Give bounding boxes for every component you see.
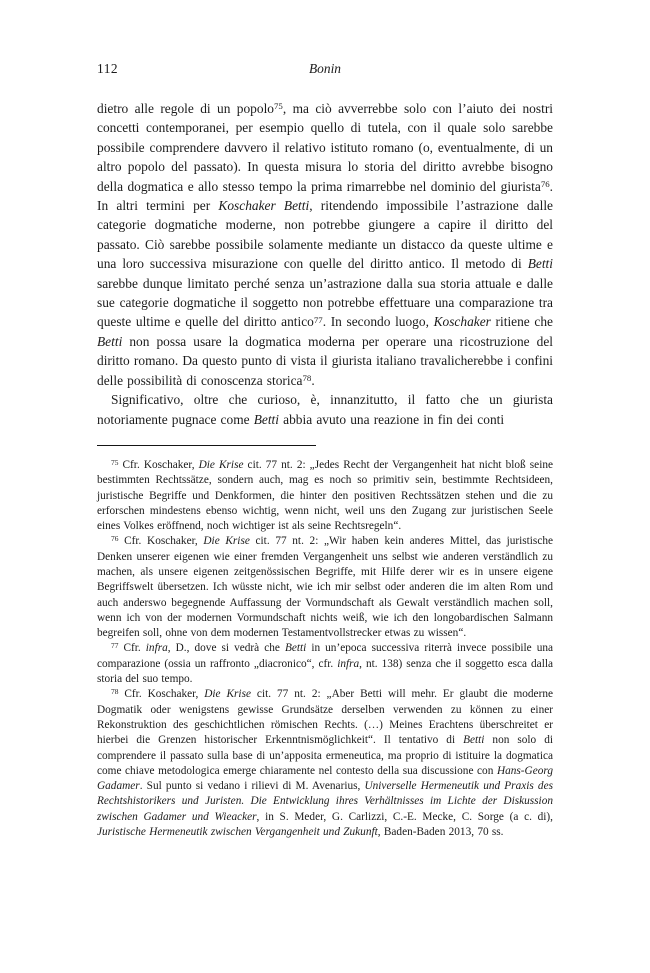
footnote-ref: 76 (540, 178, 550, 189)
text-run: dietro alle regole di un popolo (97, 101, 274, 116)
running-title: Bonin (309, 61, 341, 76)
text-run: Die Krise (203, 535, 250, 548)
text-run: Die Krise (204, 688, 251, 701)
text-run: . (311, 372, 315, 388)
text-run: Koschaker (433, 314, 491, 330)
footnote-77 (97, 641, 553, 687)
text-run: , nt. 138) senza che il soggetto esca dalla storia del suo tempo. (97, 657, 553, 686)
footnote-78 (97, 687, 553, 840)
text-run: , ma ciò avverrebbe solo con l’aiuto dei nostri concetti contemporanei, per esempio quello di tutela, con il quale solo sarebbe possibile comprendere davvero il relativo istituto romano (o, eventualmente, di un altro popolo del passato). In questa misura lo storia del diritto avrebbe bisogno della dogmatica e allo stesso tempo la prima rimarrebbe nel dominio del giurista (97, 101, 553, 194)
footnote-ref: 77 (313, 314, 323, 325)
text-run: Koschaker Betti (218, 198, 310, 214)
text-run: Universelle Hermeneutik und Praxis des Rechtshistorikers und Juristen. Die Entwicklung ihres Verhältnisses im Lichte der Diskussion zwischen Gadamer und Wieacker (97, 780, 553, 823)
footnote-ref: 77 (111, 641, 119, 651)
text-run: ritiene che (490, 314, 553, 330)
text-run: Cfr. Koschaker, (118, 688, 205, 701)
text-run: infra (337, 657, 360, 670)
text-run: sarebbe dunque limitato perché senza un’astrazione dalla sua storia attuale e dalle sue categorie dogmatiche il soggetto non potrebbe effettuare una comparazione tra queste ultime e quelle del diritto antico (97, 275, 553, 330)
text-run: Betti (97, 333, 123, 349)
footnote-76 (97, 534, 553, 641)
footnote-ref: 78 (302, 372, 312, 383)
text-run: Betti (527, 256, 553, 272)
text-run: . Sul punto si vedano i rilievi di M. Avenarius, (139, 780, 365, 793)
text-run: Die Krise (198, 458, 244, 471)
text-run: cit. 77 nt. 2: „Aber Betti will mehr. Er glaubt die moderne Dogmatik oder wenigstens gewisse Grundsätze derselben verwenden zu können zu einer Rekonstruktion des geschichtlichen römischen Rechts. (…) Meines Erachtens überschreitet er hierbei die Grenzen historischer Erkenntnismöglichkeit“. Il tentativo di (97, 688, 553, 747)
text-run: Significativo, oltre che curioso, è, innanzitutto, il fatto che un giurista notoriamente pugnace come (97, 392, 553, 427)
page-number: 112 (97, 61, 119, 76)
text-run: in un’epoca successiva riterrà invece possibile una comparazione (ossia un raffronto „diacronico“, cfr. (97, 642, 554, 670)
text-run: Betti (463, 734, 485, 747)
body-paragraph-1 (97, 99, 553, 390)
footnote-ref: 75 (111, 457, 119, 467)
body-text (97, 99, 553, 429)
text-run: Hans-Georg Gadamer (97, 764, 553, 793)
footnotes-section (97, 458, 553, 840)
text-run: , in S. Meder, G. Carlizzi, C.-E. Mecke, C. Sorge (a c. di), (256, 810, 554, 823)
text-run: Cfr. Koschaker, (118, 458, 199, 471)
running-header (97, 60, 553, 78)
text-run: Cfr. (118, 642, 146, 655)
text-run: , Baden-Baden 2013, 70 ss. (377, 826, 504, 839)
text-run: cit. 77 nt. 2: „Wir haben kein anderes Mittel, das juristische Denken unserer eigenen wie einer fremden Vergangenheit uns selbst wie anderen verständlich zu machen, als unsere eigenen zeitgenössischen Begriffe, mit Hilfe derer wir es in unsere eigene Begriffswelt übersetzen. Ich wüsste nicht, wie ich mir selbst oder anderen die im alten Rom und auch anderswo begegnende Auffassung der Vormundschaft als Gewalt verständlich machen soll, wenn ich von der modernen Vormundschaft nichts weiß, wie ich den longobardischen Salmann begreifen soll, ohne von dem modernen Testamentvollstrecker etwas zu wissen“. (97, 535, 554, 640)
text-run: cit. 77 nt. 2: „Jedes Recht der Vergangenheit hat nicht bloß seine bestimmten Rechtssätze, sondern auch, mag es noch so primitiv sein, bestimmte Rechtsideen, juristische Begriffe und Denkformen, die hinter den positiven Rechtssätzen stehen und die zu erforschen mindestens ebenso wichtig, wenn nicht, weil uns den Zugang zur juristischen Seele eines Volkes eröffnend, noch wichtiger ist als seine Rechtsregeln“. (97, 458, 553, 533)
text-run: . In secondo luogo, (322, 314, 434, 330)
text-run: , D., dove si vedrà che (167, 642, 285, 655)
text-run: non possa usare la dogmatica moderna per operare una ricostruzione del diritto romano. Da questo punto di vista il giurista italiano travalicherebbe i confini delle possibilità di conoscenza storica (97, 333, 553, 388)
footnote-ref: 76 (111, 534, 119, 544)
text-run: Cfr. Koschaker, (118, 535, 204, 548)
body-paragraph-2 (97, 390, 553, 429)
footnote-ref: 75 (274, 101, 283, 112)
footnote-75 (97, 458, 553, 534)
text-run: infra (145, 642, 168, 655)
text-run: abbia avuto una reazione in fin dei conti (279, 411, 505, 427)
text-run: , ritendendo impossibile l’astrazione dalle categorie dogmatiche moderne, non potrebbe giungere a capire il diritto del passato. Ciò sarebbe possibile solamente mediante un distacco da queste ultime e una loro successiva misurazione con quelle del diritto antico. Il metodo di (97, 198, 553, 272)
footnote-ref: 78 (111, 687, 119, 697)
text-run: Betti (253, 411, 280, 427)
text-run: non solo di comprendere il passato sulla base di un’apposita ermeneutica, ma proprio di istituire la dogmatica come chiave metodologica emerge chiaramente nel contesto della sua discussione con (97, 734, 553, 777)
text-run: Betti (284, 642, 307, 655)
footnote-separator (97, 445, 316, 446)
text-run: Juristische Hermeneutik zwischen Vergangenheit und Zukunft (97, 826, 378, 839)
text-run: . In altri termini per (97, 178, 553, 214)
